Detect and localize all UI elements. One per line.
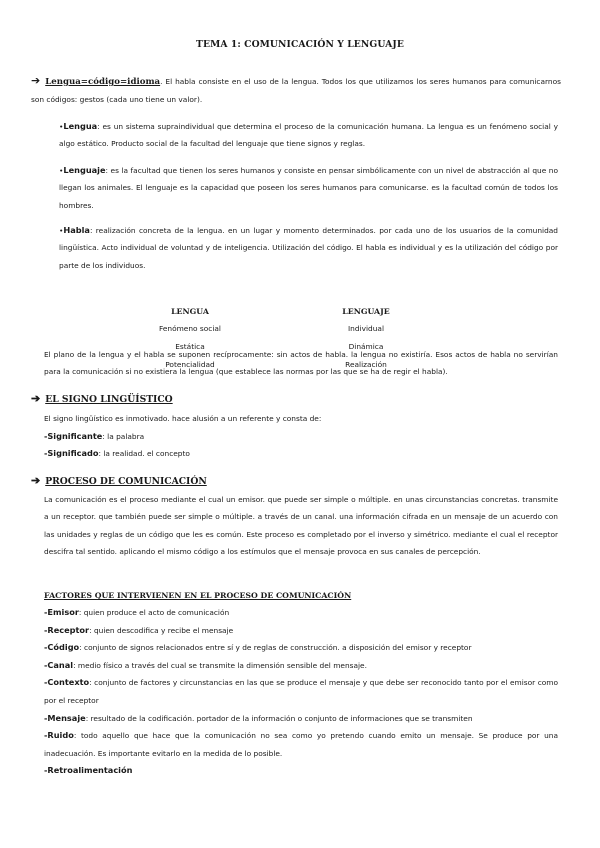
bullet-habla: •Habla: realización concreta de la lengua. en un lugar y momento determinados. por cada uno de los usuarios de la comunidad lingüística. Acto individual de voluntad y de inteligencia. Utilización del código. El habla es individual y es la utilización del código por parte de los individuos. xyxy=(59,225,558,270)
comparison-cell: Realización xyxy=(345,360,387,370)
list-item: -Retroalimentación xyxy=(44,765,133,776)
list-item: -Contexto: conjunto de factores y circunstancias en las que se produce el mensaje y que debe ser reconocido tanto por el emisor como por el receptor xyxy=(44,677,558,705)
arrow-icon: ➔ xyxy=(31,474,41,487)
comparison-cell: Potencialidad xyxy=(165,360,215,370)
list-item: -Canal: medio físico a través del cual se transmite la dimensión sensible del mensaje. xyxy=(44,659,367,670)
list-item: -Emisor: quien produce el acto de comunicación xyxy=(44,607,230,617)
arrow-icon: ➔ xyxy=(31,392,41,405)
proceso-paragraph: La comunicación es el proceso mediante el cual un emisor. que puede ser simple o múltiple. en unas circunstancias concretas. transmite a un receptor. que también puede ser simple o múltiple. a través de un canal. una información cifrada en un mensaje de un acuerdo con las unidades y reglas de un código que les es común. Este proceso es completado por el inverso y simétrico. mediante el cual el receptor descifra tal sentido. aplicando el mismo código a los estímulos que el mensaje provoca en sus canales de percepción. xyxy=(44,495,558,557)
section-heading-proceso: ➔ PROCESO DE COMUNICACIÓN xyxy=(31,474,207,487)
section-heading-factores: FACTORES QUE INTERVIENEN EN EL PROCESO DE COMUNICACIÓN xyxy=(44,591,352,600)
section-heading-signo: ➔ EL SIGNO LINGÜÍSTICO xyxy=(31,392,173,405)
bullet-icon: • xyxy=(59,226,64,235)
comparison-cell: Dinámica xyxy=(348,342,384,352)
list-item: -Código: conjunto de signos relacionados entre sí y de reglas de construcción. a disposición del emisor y receptor xyxy=(44,642,472,653)
list-item: -Significante: la palabra xyxy=(44,430,145,441)
list-item: -Significado: la realidad. el concepto xyxy=(44,448,190,459)
column-header-lengua: LENGUA xyxy=(171,307,209,316)
bullet-icon: • xyxy=(59,166,64,175)
comparison-cell: Estática xyxy=(175,342,205,352)
page-title: TEMA 1: COMUNICACIÓN Y LENGUAJE xyxy=(196,39,404,50)
bullet-lengua: •Lengua: es un sistema supraindividual que determina el proceso de la comunicación humana. La lengua es un fenómeno social y algo estático. Producto social de la facultad del lenguaje que tiene signos y reglas. xyxy=(59,121,558,149)
list-item: -Mensaje: resultado de la codificación. portador de la información o conjunto de informaciones que se transmiten xyxy=(44,712,473,723)
comparison-cell: Fenómeno social xyxy=(159,324,221,334)
list-item: -Receptor: quien descodifica y recibe el mensaje xyxy=(44,624,234,635)
factores-list xyxy=(44,604,558,780)
arrow-icon: ➔ xyxy=(31,74,41,87)
section-lengua-intro: ➔ Lengua=código=idioma. El habla consiste en el uso de la lengua. Todos los que utilizamos los seres humanos para comunicarnos son códigos: gestos (cada uno tiene un valor). xyxy=(31,74,561,105)
signo-intro: El signo lingüístico es inmotivado. hace alusión a un referente y consta de: xyxy=(44,414,322,423)
term-habla: Habla xyxy=(63,225,90,235)
column-header-lenguaje: LENGUAJE xyxy=(342,307,390,316)
bullet-icon: • xyxy=(59,122,64,131)
list-item: -Ruido: todo aquello que hace que la comunicación no sea como yo pretendo cuando emito un mensaje. Se produce por una inadecuación. Es importante evitarlo en la medida de lo posible. xyxy=(44,730,558,758)
comparison-cell: Individual xyxy=(348,324,384,334)
signo-block xyxy=(44,410,558,463)
plano-paragraph: El plano de la lengua y el habla se suponen recíprocamente: sin actos de habla. la lengua no existiría. Esos actos de habla no servirían para la comunicación si no existiera la lengua (que establece las normas por las que se ha de regir el habla). xyxy=(44,350,558,377)
bullet-lenguaje: •Lenguaje: es la facultad que tienen los seres humanos y consiste en pensar simbólicamente con un nivel de abstracción al que no llegan los animales. El lenguaje es la capacidad que poseen los seres humanos para comunicarse. es la facultad común de todos los hombres. xyxy=(59,165,558,210)
section-heading-lengua: Lengua=código=idioma xyxy=(45,77,161,87)
term-lengua: Lengua xyxy=(63,121,98,131)
term-lenguaje: Lenguaje xyxy=(63,165,106,175)
